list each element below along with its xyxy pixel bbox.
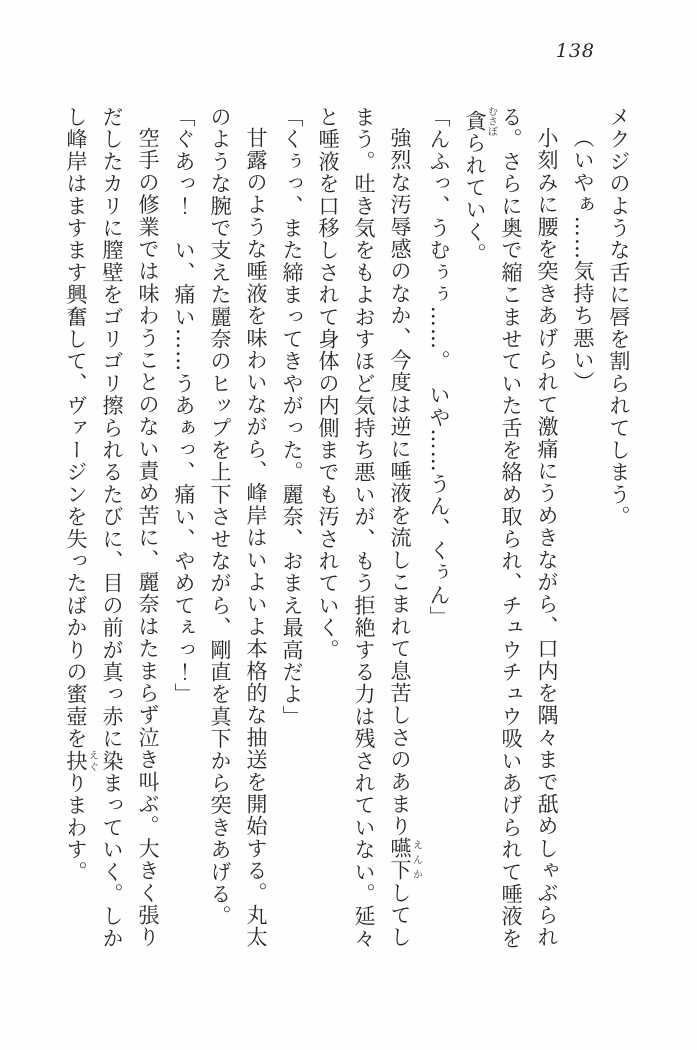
paragraph: メクジのような舌に唇を割られてしまう。 — [607, 106, 631, 528]
paragraph: 「んふっ、うむぅぅ……。 いや……うん、くぅん」 — [427, 106, 451, 629]
furigana-ruby: 抉えぐ — [64, 749, 98, 773]
page-number: 138 — [555, 40, 595, 62]
paragraph: （いやぁ……気持ち悪い） — [571, 127, 595, 394]
paragraph: 空手の修業では味わうことのない責め苦に、麗奈はたまらず泣き叫ぶ。大きく張りだしたカリに膣壁をゴリゴリ擦られるたびに、目の前が真っ赤に染まっていく。しかし峰岸はますます興奮して、ヴァージンを失ったばかりの蜜壺を抉えぐりまわす。 — [64, 106, 160, 950]
paragraph: 小刻みに腰を突きあげられて激痛にうめきながら、口内を隅々まで舐めしゃぶられる。さらに奥で縮こませていた舌を絡め取られ、チュウチュウ吸いあげられて唾液を貪むさぼられていく。 — [463, 106, 559, 950]
paragraph: 甘露のような唾液を味わいながら、峰岸はいよいよ本格的な抽送を開始する。丸太のような腕で支えた麗奈のヒップを上下させながら、剛直を真下から突きあげる。 — [208, 106, 268, 949]
vertical-text-block — [58, 106, 637, 951]
furigana-ruby: 貪むさぼ — [463, 106, 497, 136]
furigana-ruby: 嚥下えんか — [388, 837, 422, 882]
paragraph: 「ぐあっ！ い、痛い……うあぁっ、痛い、やめてぇっ！」 — [172, 106, 196, 706]
paragraph: 強烈な汚辱感のなか、今度は逆に唾液を流しこまれて息苦しさのあまり嚥下えんかしてしまう。吐き気をもよおすほど気持ち悪いが、もう拒絶する力は残されていない。延々と唾液を口移しされて身体の内側までも汚されていく。 — [316, 106, 422, 950]
paragraph: 「くぅっ、また締まってきやがった。麗奈、おまえ最高だよ」 — [280, 106, 304, 728]
